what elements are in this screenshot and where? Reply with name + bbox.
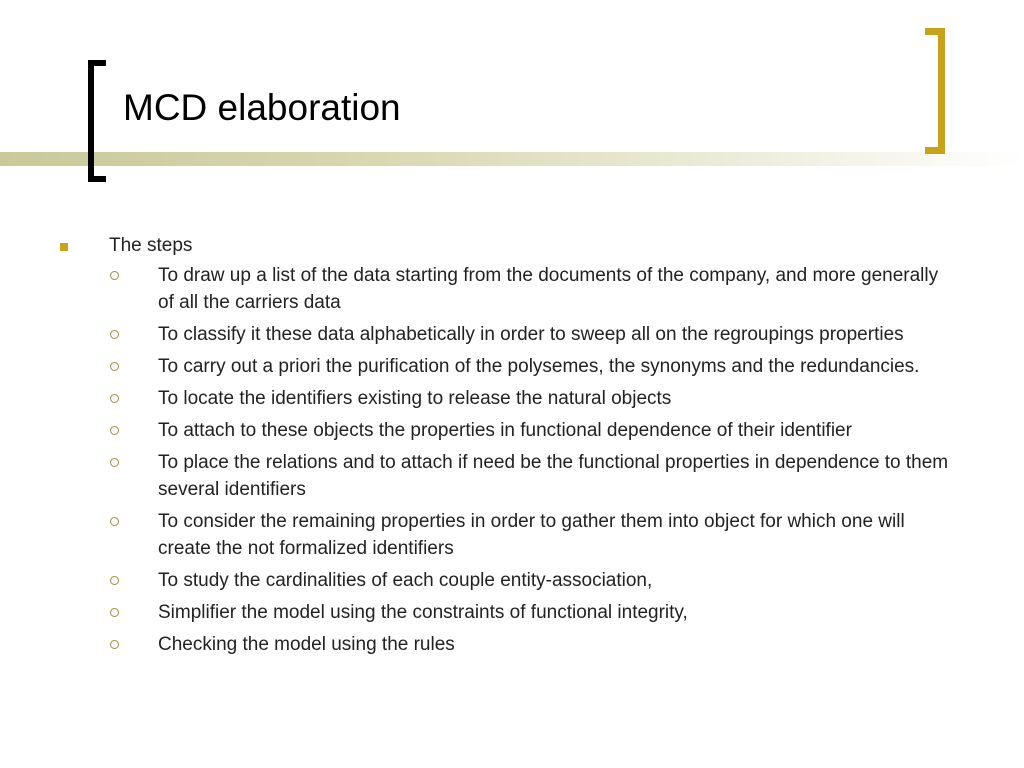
bullet-text: The steps (109, 235, 193, 256)
slide-body (0, 232, 1024, 658)
title-band (0, 152, 1024, 166)
sub-bullet-text: To study the cardinalities of each couple entity-association, (158, 570, 653, 591)
circle-bullet-icon (110, 271, 119, 280)
sub-bullet-text: To attach to these objects the properties in functional dependence of their identifier (158, 420, 852, 441)
slide-title: MCD elaboration (123, 87, 401, 128)
sub-bullet-item (0, 508, 1024, 562)
sub-bullet-text: To classify it these data alphabetically in order to sweep all on the regroupings properties (158, 324, 904, 345)
sub-bullet-item (0, 385, 1024, 412)
circle-bullet-icon (110, 640, 119, 649)
circle-bullet-icon (110, 458, 119, 467)
circle-bullet-icon (110, 426, 119, 435)
sub-bullet-text: To draw up a list of the data starting from the documents of the company, and more generally of all the carriers data (158, 265, 939, 313)
sub-bullet-item (0, 262, 1024, 316)
circle-bullet-icon (110, 608, 119, 617)
sub-bullet-text: To consider the remaining properties in order to gather them into object for which one will create the not formalized identifiers (158, 511, 905, 559)
circle-bullet-icon (110, 362, 119, 371)
sub-bullet-item (0, 417, 1024, 444)
sub-bullet-item (0, 599, 1024, 626)
sub-bullet-text: Simplifier the model using the constraints of functional integrity, (158, 602, 688, 623)
sub-bullet-text: Checking the model using the rules (158, 634, 455, 655)
sub-bullet-text: To place the relations and to attach if need be the functional properties in dependence to them several identifiers (158, 452, 949, 500)
sub-bullet-item (0, 321, 1024, 348)
sub-bullet-item (0, 631, 1024, 658)
circle-bullet-icon (110, 394, 119, 403)
circle-bullet-icon (110, 517, 119, 526)
right-bracket-decoration (925, 28, 945, 154)
sub-bullet-text: To carry out a priori the purification of the polysemes, the synonyms and the redundancies. (158, 356, 920, 377)
circle-bullet-icon (110, 330, 119, 339)
sub-bullet-list (0, 262, 1024, 658)
left-bracket-decoration (88, 60, 106, 182)
sub-bullet-item (0, 567, 1024, 594)
sub-bullet-item (0, 353, 1024, 380)
bullet-item (0, 232, 1024, 260)
circle-bullet-icon (110, 576, 119, 585)
sub-bullet-item (0, 449, 1024, 503)
square-bullet-icon (60, 243, 68, 251)
sub-bullet-text: To locate the identifiers existing to release the natural objects (158, 388, 672, 409)
